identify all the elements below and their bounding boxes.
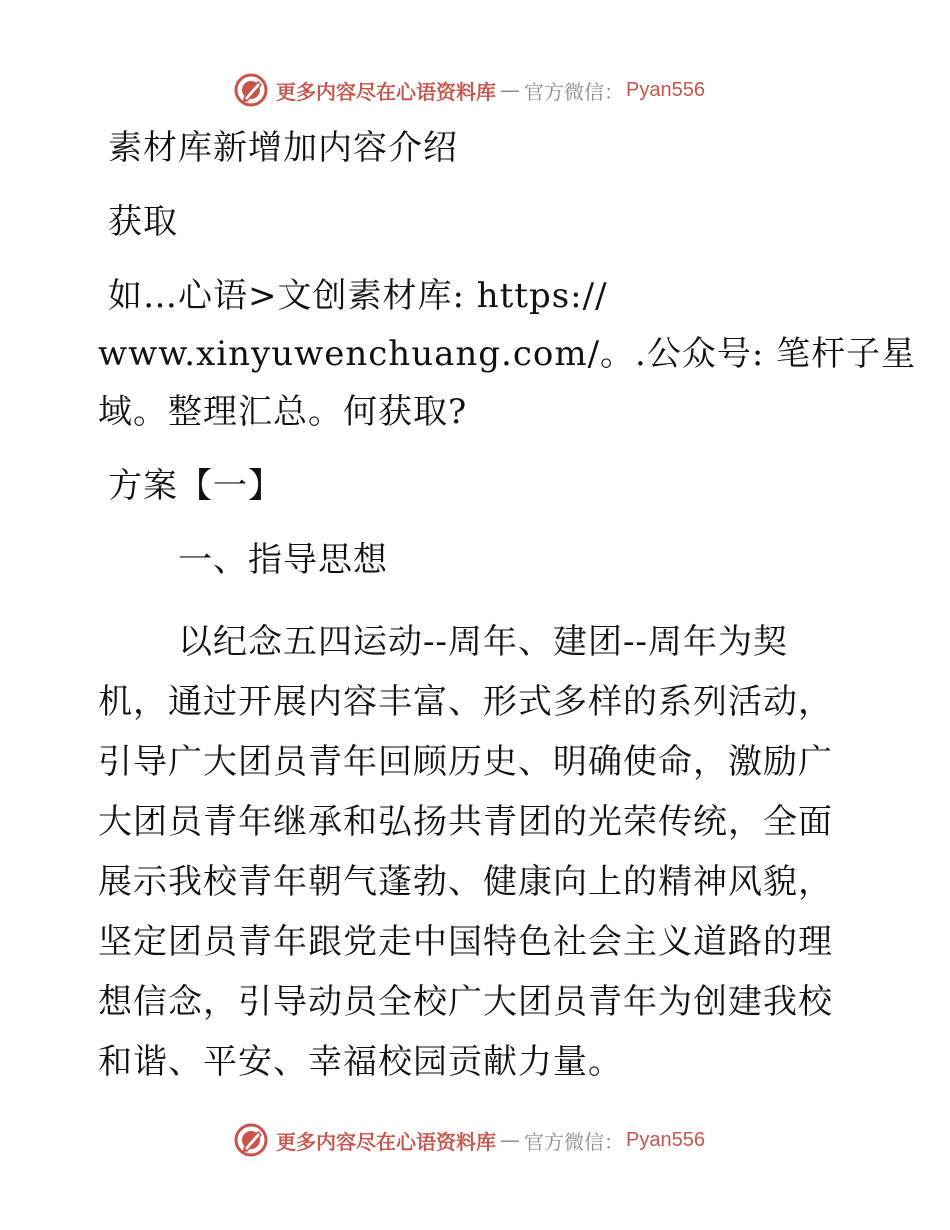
source-line-2: www.xinyuwenchuang.com/。.公众号: 笔杆子星 bbox=[98, 334, 917, 374]
banner-dash: — bbox=[500, 78, 520, 102]
header-banner bbox=[234, 70, 705, 110]
banner-wechat-label: 官方微信： bbox=[524, 79, 624, 104]
pen-logo-icon bbox=[234, 73, 268, 107]
banner-dash: — bbox=[500, 1128, 520, 1152]
banner-site-text: 更多内容尽在心语资料库 bbox=[276, 1129, 496, 1154]
footer-banner bbox=[234, 1120, 705, 1160]
section-body-paragraph: 以纪念五四运动--周年、建团--周年为契机，通过开展内容丰富、形式多样的系列活动，引导广大团员青年回顾历史、明确使命，激励广大团员青年继承和弘扬共青团的光荣传统，全面展示我校青年朝气蓬勃、健康向上的精神风貌，坚定团员青年跟党走中国特色社会主义道路的理想信念，引导动员全校广大团员青年为创建我校和谐、平安、幸福校园贡献力量。 bbox=[98, 622, 833, 1082]
get-label: 获取 bbox=[108, 202, 178, 242]
banner-wechat-id: Pyan556 bbox=[626, 78, 705, 101]
intro-title: 素材库新增加内容介绍 bbox=[108, 128, 458, 168]
source-line-1: 如…心语>文创素材库: https:// bbox=[108, 276, 608, 316]
pen-logo-icon bbox=[234, 1123, 268, 1157]
source-line-3: 域。整理汇总。何获取? bbox=[98, 392, 468, 432]
banner-site-text: 更多内容尽在心语资料库 bbox=[276, 79, 496, 104]
plan-heading: 方案【一】 bbox=[108, 466, 283, 506]
section-heading: 一、指导思想 bbox=[178, 540, 388, 580]
banner-wechat-id: Pyan556 bbox=[626, 1128, 705, 1151]
banner-wechat-label: 官方微信： bbox=[524, 1129, 624, 1154]
